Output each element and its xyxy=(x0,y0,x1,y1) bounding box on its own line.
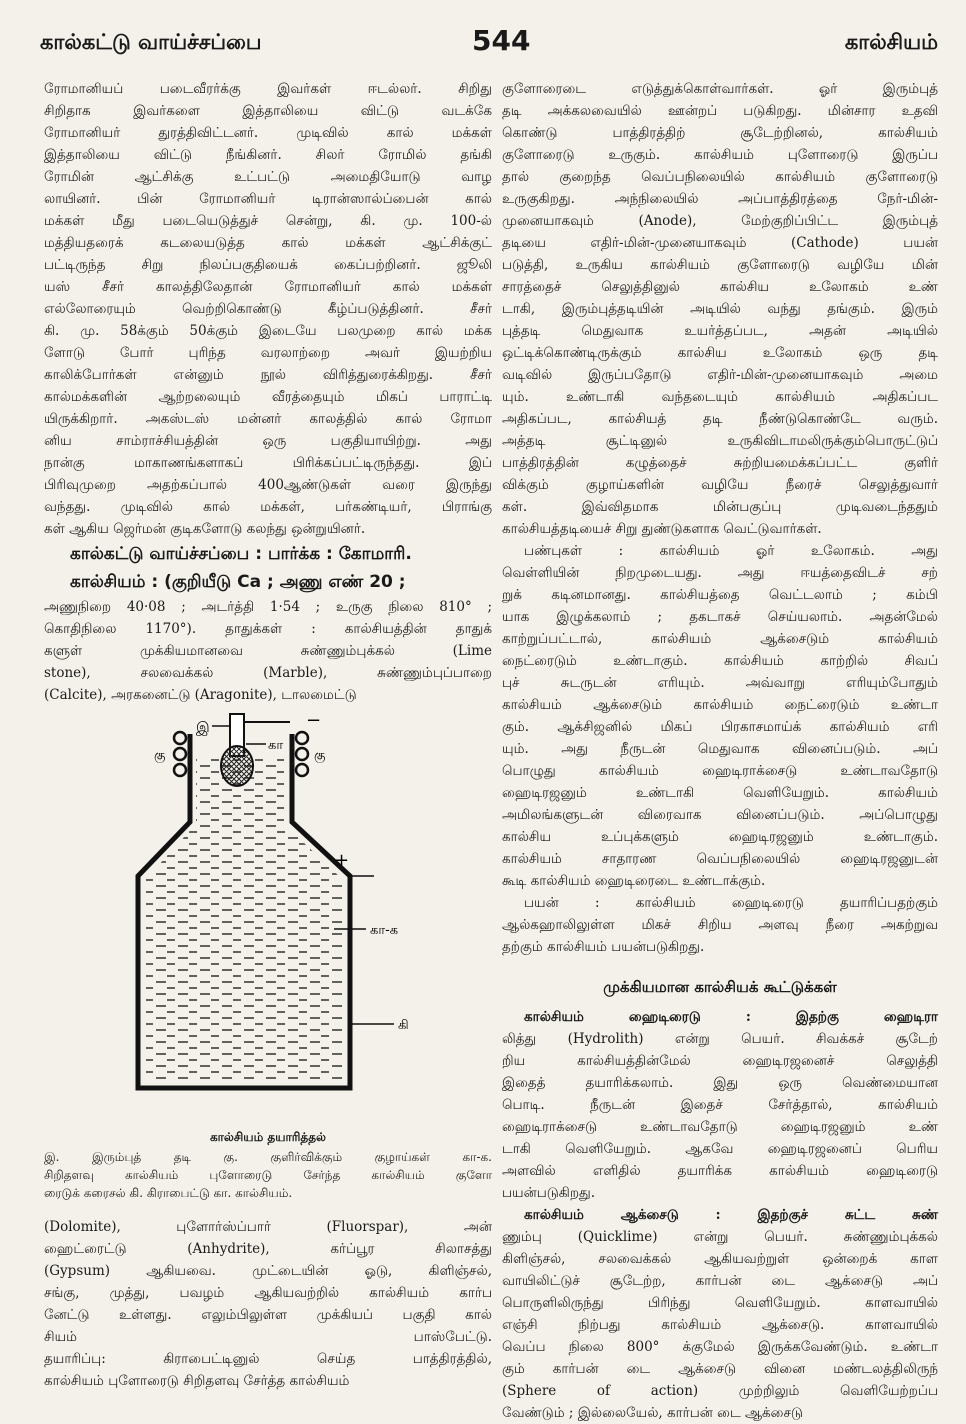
text-line: புச் சுடருடன் எரியும். அவ்வாறு எரியும்போதும் xyxy=(502,675,938,691)
text-line: லாயினர். பின் ரோமானியர் டிரான்ஸால்ப்பைன் கால் xyxy=(44,191,492,207)
figure-caption: கால்சியம் தயாரித்தல் xyxy=(209,1130,327,1144)
text-line: விக்கும் குழாய்களின் வழியே நீரைச் செலுத்துவார் xyxy=(502,477,938,493)
paragraph-calcium-hydride xyxy=(502,1006,938,1204)
label-ki: கி xyxy=(398,1018,409,1033)
paragraph-calcium-oxide xyxy=(502,1204,938,1424)
label-ku-left: கு xyxy=(154,748,166,763)
text-line: ரோமின் ஆட்சிக்கு உட்பட்டு அமைதியோடு வாழ xyxy=(44,169,492,185)
label-ku-right: கு xyxy=(314,748,326,763)
text-line: னிய சாம்ராச்சியத்தின் ஒரு பகுதியாயிற்று. அது xyxy=(44,433,492,449)
paragraph-calcium-ores xyxy=(44,596,492,706)
text-line: கூடி கால்சியம் ஹைடிரைடை உண்டாக்கும். xyxy=(502,873,766,889)
text-line: பட்டிருந்த சிறு நிலப்பகுதியைக் கைப்பற்றினர். ஜூலி xyxy=(44,257,492,273)
text-line: குளோரைடை எடுத்துக்கொள்வார்கள். ஓர் இரும்புத் xyxy=(502,81,938,97)
text-line: கள். இவ்விதமாக மின்பகுப்பு முடிவடைந்ததும் xyxy=(502,499,938,515)
headword-kalkattu: கால்கட்டு வாய்ச்சப்பை : பார்க்க : கோமாரி. xyxy=(70,544,412,564)
minus-label: − xyxy=(306,710,322,731)
paragraph-properties xyxy=(502,540,938,892)
text-line: றிய கால்சியத்தின்மேல் ஹைடிரஜனைச் செலுத்தி xyxy=(502,1053,938,1069)
text-line: அதிகப்பட, கால்சியத் தடி நீண்டுகொண்டே வரும். xyxy=(502,411,938,427)
text-line: கொதிநிலை 1170°). தாதுக்கள் : கால்சியத்தின் தாதுக் xyxy=(44,621,492,637)
text-line: ஹைட்ரைட்டு (Anhydrite), கர்ப்பூர சிலாசத்து xyxy=(44,1241,492,1257)
calcium-preparation-figure xyxy=(44,710,492,1124)
text-line: கால்சியம் புளோரைடு சிறிதளவு சேர்த்த கால்சியம் xyxy=(44,1373,350,1389)
text-line: மக்கள் மீது படையெடுத்துச் சென்று, கி. மு. 100-ல் xyxy=(44,213,492,229)
text-line: யாக இழுக்கலாம் ; தகடாகச் செய்யலாம். அதன்மேல் xyxy=(502,609,938,625)
text-line: அளவில் எளிதில் தயாரிக்க கால்சியம் ஹைடிரைடு xyxy=(502,1163,938,1179)
text-line: ணும்பு (Quicklime) என்று பெயர். சுண்ணும்புக்கல் xyxy=(502,1229,938,1245)
text-line: யும். உண்டாகி வந்தடையும் கால்சியம் அதிகப்பட xyxy=(502,389,938,405)
text-line: பயன் : கால்சியம் ஹைடிரைடு தயாரிப்பதற்கும் xyxy=(524,895,938,911)
text-line: குளோரைடு உருகும். கால்சியம் புளோரைடு இருப்ப xyxy=(502,147,938,163)
label-ka: கா xyxy=(268,738,284,753)
text-line: தயாரிப்பு: கிராபைட்டினுல் செய்த பாத்திரத்தில், xyxy=(44,1351,492,1367)
text-line: தற்கும் கால்சியம் பயன்படுகிறது. xyxy=(502,939,705,955)
text-line: அணுநிறை 40·08 ; அடர்த்தி 1·54 ; உருகு நிலை 810° ; xyxy=(44,599,492,615)
electrolyte-liquid xyxy=(146,756,342,1082)
text-line: காற்றுப்பட்டால், கால்சியம் ஆக்சைடும் கால்சியம் xyxy=(502,631,938,647)
page-number: 544 xyxy=(472,24,531,57)
text-line: மத்தியதரைக் கடலையடுத்த கால் மக்கள் ஆட்சிக்குட் xyxy=(44,235,492,251)
label-kaka: கா-க xyxy=(370,923,399,938)
text-line: தடி அக்கலவையில் ஊன்றப் படுகிறது. மின்சார உதவி xyxy=(502,103,938,119)
text-line: ளோடு போர் புரிந்த வரலாற்றை அவர் இயற்றிய xyxy=(44,345,492,361)
text-line: அமிலங்களுடன் விரைவாக வினைப்படும். அப்பொழுது xyxy=(502,807,938,823)
text-line: கிளிஞ்சல், சலவைக்கல் ஆகியவற்றுள் ஒன்றைக் காள xyxy=(502,1251,938,1267)
electrolysis-apparatus-diagram xyxy=(44,710,492,1124)
text-line: பொருளிலிருந்து பிரிந்து வெளியேறும். காளவாயில் xyxy=(502,1295,938,1311)
text-line: பாத்திரத்தின் கழுத்தைச் சுற்றியமைக்கப்பட்ட குளிர் xyxy=(502,455,938,471)
text-line: (Dolomite), புளோர்ஸ்ப்பார் (Fluorspar), அன் xyxy=(44,1219,492,1235)
text-line: வந்தது. முடிவில் கால் மக்கள், பர்கண்டியர், பிராங்கு xyxy=(44,499,492,515)
text-line: கும் கார்பன் டை ஆக்சைடு வினை மண்டலத்திலிருந் xyxy=(502,1361,938,1377)
text-line: ஹைடிராக்சைடு உண்டாவதோடு ஹைடிரஜனும் உண் xyxy=(502,1119,938,1135)
text-line: எஞ்சி நிற்பது கால்சியம் ஆக்சைடு. காளவாயில் xyxy=(502,1317,938,1333)
text-line: (Calcite), அரகனைட்டு (Aragonite), டாலமைட்டு xyxy=(44,687,357,703)
text-line: இத்தாலியை விட்டு நீங்கினர். சிலர் ரோமில் தங்கி xyxy=(44,147,492,163)
figure-key xyxy=(44,1148,492,1202)
headword-calcium: கால்சியம் : (குறியீடு Ca ; அணு எண் 20 ; xyxy=(70,572,406,592)
text-line: நைட்ரைடும் உண்டாகும். கால்சியம் காற்றில் சிவப் xyxy=(502,653,938,669)
paragraph-preparation xyxy=(502,78,938,540)
text-line: கால்சியம் ஆக்சைடு : இதற்குச் சுட்ட சுண் xyxy=(524,1207,938,1223)
text-line: பயன்படுகிறது. xyxy=(502,1185,596,1201)
text-line: கும். ஆக்சிஜனில் மிகப் பிரகாசமாய்க் கால்சியம் எரி xyxy=(502,719,938,735)
text-line: (Sphere of action) முற்றிலும் வெளியேற்றப்ப xyxy=(502,1383,938,1399)
text-line: இதைத் தயாரிக்கலாம். இது ஒரு வெண்மையான xyxy=(502,1075,938,1091)
text-line: சிறிதளவு கால்சியம் புளோரைடு சேர்ந்த கால்சியம் குளோ xyxy=(44,1168,492,1182)
text-line: யும். அது நீருடன் மெதுவாக வினைப்படும். அப் xyxy=(502,741,938,757)
text-line: கால்சிய உப்புக்களும் ஹைடிரஜனும் உண்டாகும். xyxy=(502,829,938,845)
cooling-coils-right xyxy=(296,732,308,776)
text-line: (Gypsum) ஆகியவை. முட்டையின் ஓடு, கிளிஞ்சல், xyxy=(44,1263,492,1279)
text-line: stone), சலவைக்கல் (Marble), சுண்ணும்புப்பாறை xyxy=(44,665,492,681)
text-line: வெப்ப நிலை 800° க்குமேல் இருக்கவேண்டும். உண்டா xyxy=(502,1339,938,1355)
label-i: இ xyxy=(196,720,210,736)
text-line: சங்கு, முத்து, பவழம் ஆகியவற்றில் கால்சியம் கார்ப xyxy=(44,1285,492,1301)
text-line: ஹைடிரஜனும் உண்டாகி வெளியேறும். கால்சியம் xyxy=(502,785,938,801)
text-line: யிருக்கிறார். அகஸ்டஸ் மன்னர் காலத்தில் கால் ரோமா xyxy=(44,411,492,427)
left-column xyxy=(44,78,492,1389)
header-left-title: கால்கட்டு வாய்ச்சப்பை xyxy=(40,30,262,54)
page-header xyxy=(40,24,938,64)
text-line: கால்சியம் ஆக்சைடும் கால்சியம் நைட்ரைடும் உண்டா xyxy=(502,697,938,713)
text-line: கொண்டு பாத்திரத்திற் சூடேற்றினல், கால்சியம் xyxy=(502,125,938,141)
text-line: சியம் பாஸ்பேட்டு. xyxy=(44,1329,492,1345)
text-line: பிரிவுமுறை அதற்கப்பால் 400ஆண்டுகள் வரை இருந்து xyxy=(44,477,492,493)
text-line: ரோமானியப் படைவீரர்க்கு இவர்கள் ஈடல்லர். சிறிது xyxy=(44,81,492,97)
text-line: வேண்டும் ; இல்லையேல், கார்பன் டை ஆக்சைடு xyxy=(502,1405,803,1421)
text-line: காலிக்போர்கள் என்னும் நூல் விரித்துரைக்கிறது. சீசர் xyxy=(44,367,492,383)
text-line: டாகி வெளியேறும். ஆகவே ஹைடிரஜனைப் பெரிய xyxy=(502,1141,938,1157)
text-line: யஸ் சீசர் காலத்திலேதான் ரோமானியர் கால் மக்கள் xyxy=(44,279,492,295)
header-right-title: கால்சியம் xyxy=(844,30,938,54)
text-line: வடிவில் இருப்பதோடு எதிர்-மின்-முனையாகவும் அமை xyxy=(502,367,938,383)
text-line: றுக் கடினமானது. கால்சியத்தை வெட்டலாம் ; கம்பி xyxy=(502,587,938,603)
plus-label: + xyxy=(334,850,350,871)
text-line: களுள் முக்கியமானவை சுண்ணும்புக்கல் (Lime xyxy=(44,643,492,659)
paragraph-gauls xyxy=(44,78,492,540)
text-line: தடியை எதிர்-மின்-முனையாகவும் (Cathode) பயன் xyxy=(502,235,938,251)
text-line: கால்சியத்தடியைச் சிறு துண்டுகளாக வெட்டுவார்கள். xyxy=(502,521,822,537)
text-line: எல்லோரையும் வெற்றிகொண்டு கீழ்ப்படுத்தினர். சீசர் xyxy=(44,301,492,317)
text-line: வெள்ளியின் நிறமுடையது. அது ஈயத்தைவிடச் சற் xyxy=(502,565,938,581)
text-line: சிறிதாக இவர்களை இத்தாலியை விட்டு வடக்கே xyxy=(44,103,492,119)
right-column xyxy=(502,78,938,1421)
text-line: புத்தடி மெதுவாக உயர்த்தப்பட, அதன் அடியில் xyxy=(502,323,938,339)
text-line: ஆல்கஹாலிலுள்ள மிகச் சிறிய அளவு நீரை அகற்றுவ xyxy=(502,917,938,933)
text-line: பொழுது கால்சியம் ஹைடிராக்சைடு உண்டாவதோடு xyxy=(502,763,938,779)
text-line: பொடி. நீருடன் இதைச் சேர்த்தால், கால்சியம் xyxy=(502,1097,938,1113)
text-line: லித்து (Hydrolith) என்று பெயர். சிவக்கச் சூடேற் xyxy=(502,1031,938,1047)
text-line: முனையாகவும் (Anode), மேற்குறிப்பிட்ட இரும்புத் xyxy=(502,213,938,229)
calcium-deposit xyxy=(221,746,253,786)
text-line: ஒட்டிக்கொண்டிருக்கும் கால்சிய உலோகம் ஒரு தடி xyxy=(502,345,938,361)
text-line: கள் ஆகிய ஜெர்மன் குடிகளோடு கலந்து ஒன்றுயினர். xyxy=(44,521,366,537)
text-line: படுத்தி, உருகிய கால்சியம் குளோரைடு வழியே மின் xyxy=(502,257,938,273)
text-line: சாரத்தைச் செலுத்தினுல் கால்சிய உலோகம் உண் xyxy=(502,279,938,295)
text-line: கால்சியம் சாதாரண வெப்பநிலையில் ஹைடிரஜனுடன் xyxy=(502,851,938,867)
text-line: ரைடுக் கரைசல் கி. கிராபைட்டு கா. கால்சியம். xyxy=(44,1186,293,1200)
text-line: கால்சியம் ஹைடிரைடு : இதற்கு ஹைடிரா xyxy=(524,1009,938,1025)
text-line: கால்மக்களின் ஆற்றலையும் வீரத்தையும் மிகப் பாராட்டி xyxy=(44,389,492,405)
text-line: நான்கு மாகாணங்களாகப் பிரிக்கப்பட்டிருந்தது. இப் xyxy=(44,455,492,471)
text-line: அத்தடி சூட்டினுல் உருகிவிடாமலிருக்கும்பொருட்டுப் xyxy=(502,433,938,449)
paragraph-calcium-sources xyxy=(44,1216,492,1392)
text-line: னேட்டு உள்ளது. எலும்பிலுள்ள முக்கியப் பகுதி கால் xyxy=(44,1307,492,1323)
text-line: கி. மு. 58க்கும் 50க்கும் இடையே பலமுறை கால் மக்க xyxy=(44,323,492,339)
text-line: இ. இரும்புத் தடி கு. குளிர்விக்கும் குழாய்கள் கா-க. xyxy=(44,1150,492,1164)
text-line: டாகி, இரும்புத்தடியின் அடியில் வந்து தங்கும். இரும் xyxy=(502,301,938,317)
paragraph-uses xyxy=(502,892,938,958)
cooling-coils-left xyxy=(174,732,186,776)
text-line: தால் குறைந்த வெப்பநிலையில் கால்சியம் குளோரைடு xyxy=(502,169,938,185)
text-line: ரோமானியர் துரத்திவிட்டனர். முடிவில் கால் மக்கள் xyxy=(44,125,492,141)
section-subheading: முக்கியமான கால்சியக் கூட்டுக்கள் xyxy=(603,978,837,996)
text-line: வாயிலிட்டுச் சூடேற்ற, கார்பன் டை ஆக்சைடு அப் xyxy=(502,1273,938,1289)
text-line: உருகுகிறது. அந்நிலையில் அப்பாத்திரத்தை நேர்-மின்- xyxy=(502,191,938,207)
text-line: பண்புகள் : கால்சியம் ஓர் உலோகம். அது xyxy=(524,543,938,559)
